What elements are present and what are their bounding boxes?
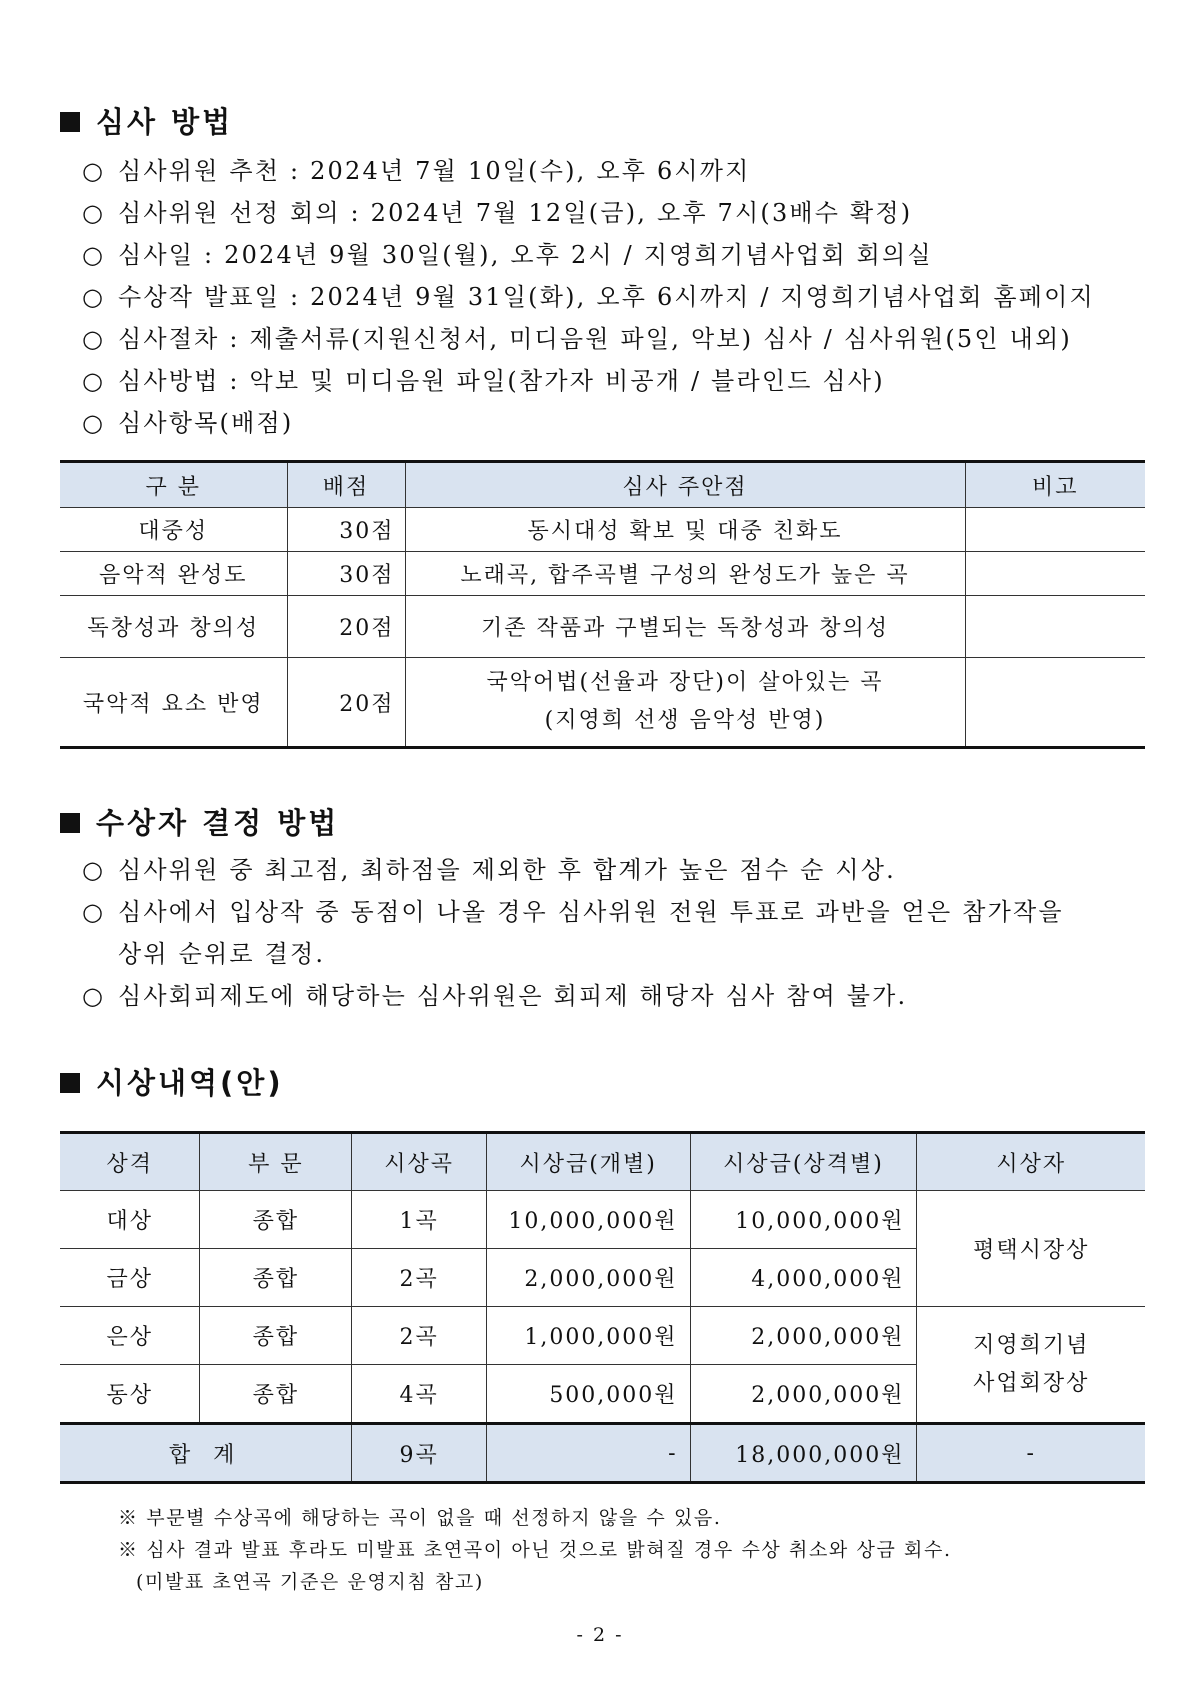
table-row — [60, 508, 1145, 552]
list-item: ○ 심사회피제도에 해당하는 심사위원은 회피제 해당자 심사 참여 불가. — [82, 975, 1150, 1017]
focus-line: (지영희 선생 음악성 반영) — [544, 708, 826, 733]
list-item: ○ 심사위원 추천 : 2024년 7월 10일(수), 오후 6시까지 — [82, 150, 1150, 192]
category-cell: 독창성과 창의성 — [60, 596, 287, 658]
focus-cell — [405, 658, 965, 748]
presenter-cell — [917, 1307, 1145, 1424]
section-title: 심사 방법 — [96, 105, 234, 139]
grade-prize-cell: 2,000,000원 — [690, 1307, 917, 1365]
count-cell: 2곡 — [352, 1249, 486, 1307]
circle-bullet-icon: ○ — [82, 157, 106, 185]
category-cell: 대중성 — [60, 508, 287, 552]
total-label-cell: 합 계 — [60, 1424, 352, 1483]
column-header: 시상자 — [917, 1133, 1145, 1191]
footnote: ※ 부문별 수상곡에 해당하는 곡이 없을 때 선정하지 않을 수 있음. — [118, 1507, 722, 1529]
count-cell: 2곡 — [352, 1307, 486, 1365]
focus-cell: 동시대성 확보 및 대중 친화도 — [405, 508, 965, 552]
total-row — [60, 1424, 1145, 1483]
column-header: 심사 주안점 — [405, 462, 965, 508]
table-row — [60, 596, 1145, 658]
document-page — [60, 100, 1150, 1598]
score-cell: 20점 — [287, 596, 405, 658]
circle-bullet-icon: ○ — [82, 199, 106, 227]
grade-cell: 금상 — [60, 1249, 200, 1307]
note-cell — [965, 596, 1145, 658]
review-method-list — [60, 150, 1150, 444]
individual-prize-cell: 1,000,000원 — [486, 1307, 690, 1365]
column-header: 시상금(개별) — [486, 1133, 690, 1191]
note-cell — [965, 658, 1145, 748]
list-item: ○ 심사방법 : 악보 및 미디음원 파일(참가자 비공개 / 블라인드 심사) — [82, 360, 1150, 402]
footnotes — [60, 1502, 1150, 1598]
section-heading-awards — [60, 1061, 1150, 1105]
note-cell — [965, 508, 1145, 552]
individual-prize-cell: 2,000,000원 — [486, 1249, 690, 1307]
total-prize-cell: 18,000,000원 — [690, 1424, 917, 1483]
square-bullet-icon — [60, 1073, 80, 1093]
circle-bullet-icon: ○ — [82, 409, 106, 437]
scoring-table — [60, 460, 1145, 749]
circle-bullet-icon: ○ — [82, 856, 106, 884]
list-item: ○ 심사위원 선정 회의 : 2024년 7월 12일(금), 오후 7시(3배수 확정) — [82, 192, 1150, 234]
column-header: 배점 — [287, 462, 405, 508]
presenter-line: 지영희기념 — [973, 1332, 1090, 1358]
list-item: ○ 심사위원 중 최고점, 최하점을 제외한 후 합계가 높은 점수 순 시상. — [82, 849, 1150, 891]
grade-cell: 동상 — [60, 1365, 200, 1424]
list-item: ○ 심사항목(배점) — [82, 402, 1150, 444]
presenter-cell: 평택시장상 — [917, 1191, 1145, 1307]
section-heading-winner-decision — [60, 801, 1150, 845]
column-header: 시상곡 — [352, 1133, 486, 1191]
list-item: ○ 심사절차 : 제출서류(지원신청서, 미디음원 파일, 악보) 심사 / 심사위원(5인 내외) — [82, 318, 1150, 360]
score-cell: 20점 — [287, 658, 405, 748]
table-row — [60, 552, 1145, 596]
circle-bullet-icon: ○ — [82, 283, 106, 311]
column-header: 비고 — [965, 462, 1145, 508]
list-item: ○ 수상작 발표일 : 2024년 9월 31일(화), 오후 6시까지 / 지영희기념사업회 홈페이지 — [82, 276, 1150, 318]
column-header: 부 문 — [200, 1133, 352, 1191]
table-row — [60, 658, 1145, 748]
table-row — [60, 1307, 1145, 1365]
category-cell: 음악적 완성도 — [60, 552, 287, 596]
section-heading-review-method — [60, 100, 1150, 144]
focus-cell: 노래곡, 합주곡별 구성의 완성도가 높은 곡 — [405, 552, 965, 596]
score-cell: 30점 — [287, 552, 405, 596]
note-cell — [965, 552, 1145, 596]
page-number: - 2 - — [576, 1624, 624, 1646]
circle-bullet-icon: ○ — [82, 982, 106, 1010]
table-header-row — [60, 462, 1145, 508]
total-presenter-cell: - — [917, 1424, 1145, 1483]
individual-prize-cell: 10,000,000원 — [486, 1191, 690, 1249]
footnote: (미발표 초연곡 기준은 운영지침 참고) — [136, 1571, 484, 1593]
awards-table — [60, 1131, 1145, 1484]
footnote: ※ 심사 결과 발표 후라도 미발표 초연곡이 아닌 것으로 밝혀질 경우 수상 취소와 상금 회수. — [118, 1539, 952, 1561]
focus-cell: 기존 작품과 구별되는 독창성과 창의성 — [405, 596, 965, 658]
presenter-line: 사업회장상 — [973, 1370, 1090, 1396]
winner-decision-list — [60, 849, 1150, 1017]
square-bullet-icon — [60, 813, 80, 833]
circle-bullet-icon: ○ — [82, 898, 106, 926]
section-title: 수상자 결정 방법 — [96, 806, 340, 840]
grade-prize-cell: 2,000,000원 — [690, 1365, 917, 1424]
count-cell: 1곡 — [352, 1191, 486, 1249]
list-item: ○ 심사에서 입상작 중 동점이 나올 경우 심사위원 전원 투표로 과반을 얻은 참가작을 상위 순위로 결정. — [82, 891, 1150, 975]
circle-bullet-icon: ○ — [82, 367, 106, 395]
category-cell: 국악적 요소 반영 — [60, 658, 287, 748]
dept-cell: 종합 — [200, 1307, 352, 1365]
circle-bullet-icon: ○ — [82, 325, 106, 353]
focus-line: 국악어법(선율과 장단)이 살아있는 곡 — [486, 670, 884, 695]
total-count-cell: 9곡 — [352, 1424, 486, 1483]
grade-prize-cell: 10,000,000원 — [690, 1191, 917, 1249]
dept-cell: 종합 — [200, 1365, 352, 1424]
total-individual-cell: - — [486, 1424, 690, 1483]
dept-cell: 종합 — [200, 1191, 352, 1249]
dept-cell: 종합 — [200, 1249, 352, 1307]
column-header: 시상금(상격별) — [690, 1133, 917, 1191]
list-item: ○ 심사일 : 2024년 9월 30일(월), 오후 2시 / 지영희기념사업회 회의실 — [82, 234, 1150, 276]
table-row — [60, 1191, 1145, 1249]
table-header-row — [60, 1133, 1145, 1191]
grade-cell: 은상 — [60, 1307, 200, 1365]
column-header: 상격 — [60, 1133, 200, 1191]
individual-prize-cell: 500,000원 — [486, 1365, 690, 1424]
count-cell: 4곡 — [352, 1365, 486, 1424]
grade-prize-cell: 4,000,000원 — [690, 1249, 917, 1307]
grade-cell: 대상 — [60, 1191, 200, 1249]
section-title: 시상내역(안) — [96, 1066, 284, 1100]
score-cell: 30점 — [287, 508, 405, 552]
column-header: 구 분 — [60, 462, 287, 508]
square-bullet-icon — [60, 112, 80, 132]
circle-bullet-icon: ○ — [82, 241, 106, 269]
